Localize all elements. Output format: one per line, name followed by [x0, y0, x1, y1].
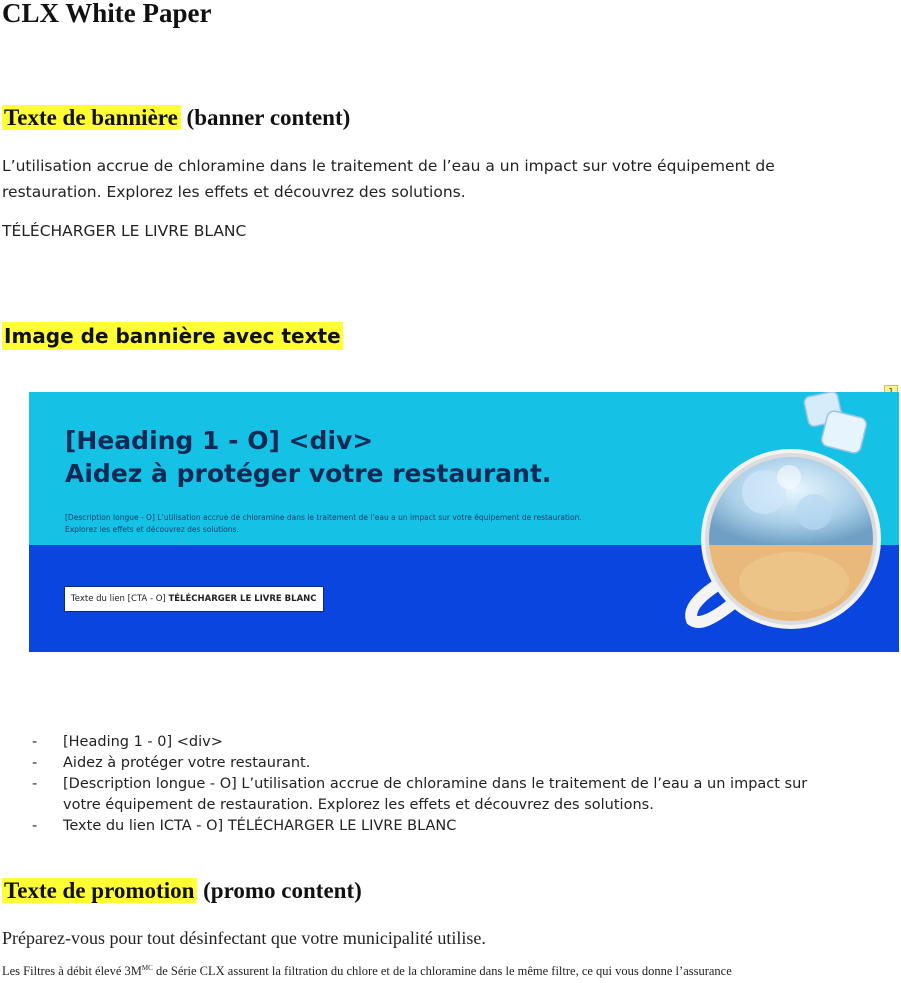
promo-heading-rest: (promo content)	[197, 878, 362, 903]
banner-cta-button[interactable]	[64, 586, 324, 612]
banner-heading-line2: Aidez à protéger votre restaurant.	[65, 459, 552, 488]
banner-description	[65, 512, 705, 536]
banner-image	[29, 392, 899, 652]
promo-heading-highlight: Texte de promotion	[2, 878, 197, 903]
list-dash: -	[32, 776, 38, 792]
list-item	[32, 774, 812, 816]
promo-paragraph-1: Préparez-vous pour tout désinfectant que votre municipalité utilise.	[2, 928, 486, 948]
list-dash: -	[32, 734, 38, 750]
list-item	[32, 816, 812, 837]
coffee-cup-icon	[644, 392, 899, 652]
list-item	[32, 732, 812, 753]
banner-content-heading-highlight: Texte de bannière	[2, 105, 181, 130]
trademark-superscript: MC	[141, 964, 153, 972]
banner-heading-line1: [Heading 1 - O] <div>	[65, 426, 374, 455]
banner-description-line1: [Description longue - O] L’utilisation accrue de chloramine dans le traitement de l’eau a un impact sur votre équipement de restauration.	[65, 513, 582, 522]
banner-cta-text: TÉLÉCHARGER LE LIVRE BLANC	[2, 222, 247, 240]
list-item-text: [Heading 1 - 0] <div>	[63, 734, 223, 750]
list-item-continuation: votre équipement de restauration. Explorez les effets et découvrez des solutions.	[63, 797, 654, 813]
banner-paragraph-line2: restauration. Explorez les effets et découvrez des solutions.	[2, 183, 466, 201]
list-item	[32, 753, 812, 774]
banner-image-heading	[2, 324, 343, 348]
list-dash: -	[32, 818, 38, 834]
banner-content-heading	[2, 105, 350, 131]
coffee-cup-illustration	[644, 392, 899, 652]
list-item-text: Texte du lien ICTA - O] TÉLÉCHARGER LE LIVRE BLANC	[63, 818, 457, 834]
banner-content-paragraph	[2, 153, 775, 205]
promo-paragraph-2	[2, 964, 732, 979]
banner-field-list	[32, 732, 812, 837]
banner-content-heading-rest: (banner content)	[180, 105, 351, 130]
banner-description-line2: Explorez les effets et découvrez des solutions.	[65, 525, 239, 534]
list-dash: -	[32, 755, 38, 771]
banner-cta-label: TÉLÉCHARGER LE LIVRE BLANC	[168, 594, 317, 604]
promo-content-heading	[2, 878, 362, 904]
list-item-text: [Description longue - O] L’utilisation accrue de chloramine dans le traitement de l’eau a un impact sur	[63, 776, 808, 792]
banner-paragraph-line1: L’utilisation accrue de chloramine dans le traitement de l’eau a un impact sur votre équipement de	[2, 157, 775, 175]
banner-image-heading-highlight: Image de bannière avec texte	[4, 324, 341, 348]
banner-heading	[65, 424, 551, 490]
banner-cta-prefix: Texte du lien [CTA - O]	[71, 594, 169, 604]
list-item-text: Aidez à protéger votre restaurant.	[63, 755, 311, 771]
document-title: CLX White Paper	[2, 0, 212, 28]
promo-paragraph-2-end: de Série CLX assurent la filtration du chlore et de la chloramine dans le même filtre, ce qui vous donne l’assurance	[152, 964, 732, 979]
promo-paragraph-2-start: Les Filtres à débit élevé 3M	[2, 964, 142, 979]
